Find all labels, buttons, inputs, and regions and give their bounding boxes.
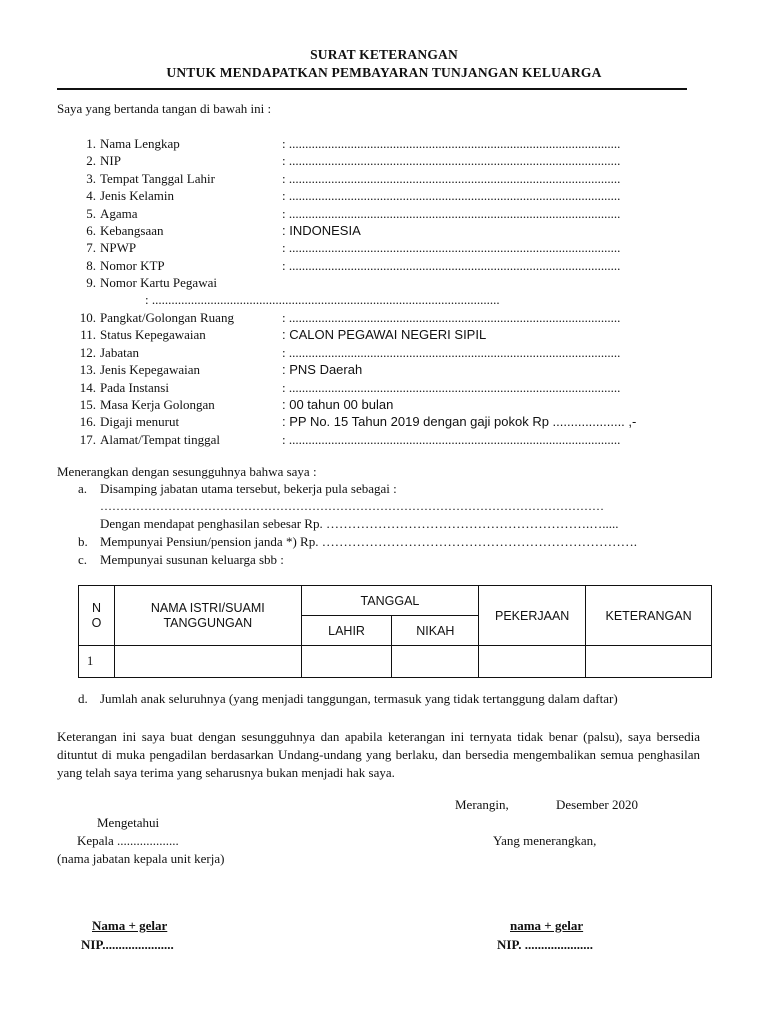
field-value: : 00 tahun 00 bulan	[282, 397, 394, 412]
kartu-pegawai-value: : ...........................................................................................................	[145, 292, 500, 307]
cell-pekerjaan	[479, 646, 586, 678]
statement-item-d-letter: d.	[78, 691, 88, 706]
field-value: : ......................................................................................................	[282, 188, 621, 204]
field-label: Nama Lengkap	[100, 136, 180, 151]
field-value: : CALON PEGAWAI NEGERI SIPIL	[282, 327, 487, 343]
field-value: : ......................................................................................................	[282, 170, 621, 186]
field-label: Alamat/Tempat tinggal	[100, 431, 221, 447]
field-number: 9.	[86, 275, 96, 291]
header-pekerjaan: PEKERJAAN	[479, 586, 586, 646]
field-value: : ......................................................................................................	[282, 379, 621, 395]
header-no-text: NO	[91, 600, 102, 630]
field-number: 13.	[79, 362, 96, 378]
left-signer-name: Nama + gelar	[92, 918, 168, 933]
field-value: : ......................................................................................................	[282, 240, 621, 256]
statement-item-c-text: Mempunyai susunan keluarga sbb :	[100, 552, 284, 567]
table-row	[79, 646, 712, 678]
field-number: 2.	[86, 153, 96, 169]
statement-item-a-text: Disamping jabatan utama tersebut, bekerja pula sebagai :	[100, 481, 397, 496]
left-signer-unit: (nama jabatan kepala unit kerja)	[57, 851, 225, 866]
field-number: 8.	[86, 257, 96, 273]
statement-item-a-dots: ………………………………………………………………………………………………………………	[100, 499, 604, 513]
field-label: Nomor Kartu Pegawai	[100, 275, 217, 291]
field-value: : ......................................................................................................	[282, 431, 621, 447]
field-number: 10.	[79, 310, 96, 325]
family-table	[78, 585, 712, 678]
statement-item-a-letter: a.	[78, 481, 88, 496]
field-number: 15.	[79, 397, 96, 412]
header-no	[79, 586, 115, 646]
field-label: NIP	[100, 153, 121, 169]
statement-item-b-text: Mempunyai Pensiun/pension janda *) Rp. ……………………………………………………………….	[100, 534, 637, 549]
document-title: SURAT KETERANGAN	[310, 47, 458, 62]
field-label: Nomor KTP	[100, 257, 165, 273]
statement-item-c-letter: c.	[78, 552, 88, 567]
statement-intro: Menerangkan dengan sesungguhnya bahwa saya :	[57, 464, 317, 479]
field-value: : ......................................................................................................	[282, 310, 621, 325]
cell-nikah	[392, 646, 479, 678]
field-value: : ......................................................................................................	[282, 344, 621, 360]
header-nama: NAMA ISTRI/SUAMI TANGGUNGAN	[114, 586, 301, 646]
field-label: Kebangsaan	[100, 223, 164, 238]
field-label: Digaji menurut	[100, 414, 180, 430]
field-label: Jabatan	[100, 344, 139, 360]
field-label: Masa Kerja Golongan	[100, 397, 215, 412]
field-number: 3.	[86, 170, 96, 186]
field-value: : ......................................................................................................	[282, 257, 621, 273]
field-label: Status Kepegawaian	[100, 327, 206, 343]
field-value: : ......................................................................................................	[282, 205, 621, 221]
left-signer-position: Kepala ...................	[77, 833, 179, 848]
field-value: : INDONESIA	[282, 223, 361, 238]
field-label: Jenis Kepegawaian	[100, 362, 200, 378]
header-keterangan: KETERANGAN	[586, 586, 712, 646]
header-tanggal: TANGGAL	[301, 586, 479, 616]
right-signer-title: Yang menerangkan,	[493, 833, 597, 848]
left-signer-title: Mengetahui	[97, 815, 160, 830]
field-label: Agama	[100, 205, 138, 221]
cell-keterangan	[586, 646, 712, 678]
field-number: 7.	[86, 240, 96, 256]
cell-nama	[114, 646, 301, 678]
field-number: 17.	[79, 431, 96, 447]
field-label: Pada Instansi	[100, 379, 169, 395]
left-signer-nip: NIP......................	[81, 937, 174, 952]
signature-date: Desember 2020	[556, 797, 638, 812]
statement-item-b-letter: b.	[78, 534, 88, 549]
right-signer-name: nama + gelar	[510, 918, 584, 933]
header-nikah: NIKAH	[392, 616, 479, 646]
field-value: : ......................................................................................................	[282, 136, 621, 151]
statement-item-a-income: Dengan mendapat penghasilan sebesar Rp. …………………………………………………….….....	[100, 516, 619, 531]
field-number: 16.	[79, 414, 96, 430]
statement-item-d-text: Jumlah anak seluruhnya (yang menjadi tanggungan, termasuk yang tidak tertanggung dalam daftar)	[100, 691, 618, 706]
intro-text: Saya yang bertanda tangan di bawah ini :	[57, 101, 272, 116]
field-number: 4.	[86, 188, 96, 204]
cell-no: 1	[79, 646, 115, 678]
header-lahir: LAHIR	[301, 616, 392, 646]
field-label: NPWP	[100, 240, 137, 256]
field-value: : PP No. 15 Tahun 2019 dengan gaji pokok Rp .................... ,-	[282, 414, 637, 430]
field-label: Jenis Kelamin	[100, 188, 175, 204]
field-number: 11.	[80, 327, 96, 343]
field-value: : PNS Daerah	[282, 362, 363, 378]
field-number: 12.	[79, 344, 96, 360]
signature-place: Merangin,	[455, 797, 509, 812]
right-signer-nip: NIP. .....................	[497, 937, 593, 952]
header-divider	[57, 88, 687, 90]
field-label: Pangkat/Golongan Ruang	[100, 310, 234, 325]
field-number: 5.	[86, 205, 96, 221]
closing-paragraph: Keterangan ini saya buat dengan sesungguhnya dan apabila keterangan ini ternyata tidak benar (palsu), saya bersedia dituntut di muka pengadilan berdasarkan Undang-undang yang berlaku, dan bersedia mengembalikan semua penghasilan yang telah saya terima yang seharusnya bukan menjadi hak saya.	[57, 729, 700, 780]
document-subtitle: UNTUK MENDAPATKAN PEMBAYARAN TUNJANGAN KELUARGA	[166, 65, 602, 80]
field-number: 6.	[86, 223, 96, 238]
field-number: 1.	[86, 136, 96, 151]
field-label: Tempat Tanggal Lahir	[100, 170, 215, 186]
field-number: 14.	[79, 379, 96, 395]
field-value: : ......................................................................................................	[282, 153, 621, 169]
cell-lahir	[301, 646, 392, 678]
